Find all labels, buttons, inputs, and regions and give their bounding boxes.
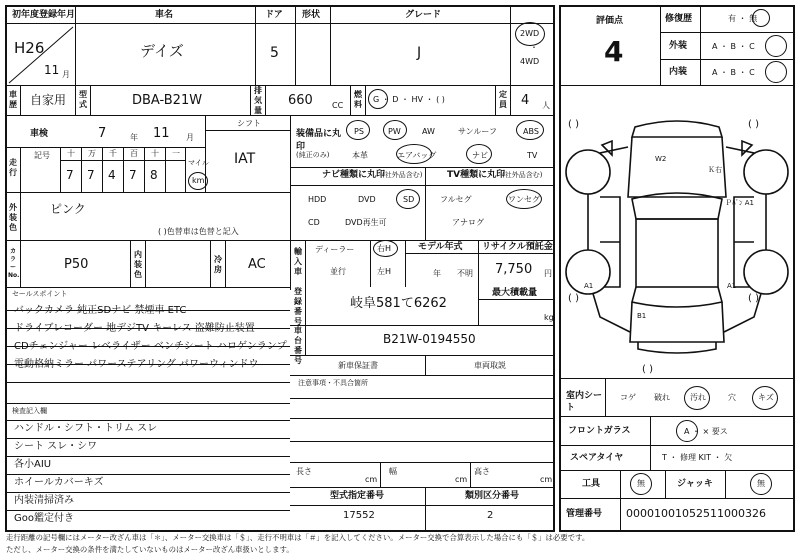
equipment-item: ABS — [523, 127, 539, 136]
equipment-item: 本革 — [352, 151, 368, 160]
import-parallel: 並行 — [330, 267, 346, 276]
equipment-item: エアバッグ — [397, 151, 437, 160]
category-value: 2 — [487, 510, 494, 521]
category-label: 類別区分番号 — [465, 491, 520, 501]
model-year-unit: 年 — [433, 269, 441, 278]
rating-value: 4 — [604, 35, 624, 68]
car-diagram — [560, 87, 794, 377]
chassis-label: 車台番号 — [294, 326, 302, 365]
import-right: 右H — [377, 244, 392, 253]
inspector-line: シート スレ・シワ — [14, 441, 98, 452]
inspection-month: 11 — [153, 126, 170, 141]
inspection-year-unit: 年 — [130, 133, 138, 142]
interior-options: A ・ B ・ C — [712, 68, 755, 77]
exterior-c-circle — [765, 35, 787, 57]
displacement-value: 660 — [288, 93, 313, 108]
roof-label: 室内シート — [566, 391, 603, 413]
mileage-digit: 7 — [87, 168, 95, 182]
equipment-item: ナビ — [472, 151, 488, 160]
fuel-label: 燃料 — [354, 90, 362, 109]
tv-item: アナログ — [452, 218, 484, 227]
fuel-options: G ・ D ・ HV ・ ( ) — [373, 95, 445, 104]
recycle-label: リサイクル預託金 — [482, 242, 553, 252]
length-label: 長さ — [296, 467, 312, 476]
mileage-digit-label: 十 — [151, 149, 159, 158]
diagram-bracket: ( ) — [568, 293, 579, 304]
mileage-mark-label: 記号 — [34, 151, 50, 160]
pw-circle — [383, 120, 407, 140]
sd-circle — [396, 189, 420, 209]
recycle-unit: 円 — [544, 269, 552, 278]
height-label: 高さ — [474, 467, 490, 476]
displacement-unit: CC — [332, 101, 344, 110]
inspector-line: ハンドル・シフト・トリム スレ — [14, 423, 158, 434]
sales-points-label: セールスポイント — [12, 290, 68, 298]
mileage-digit: 4 — [108, 168, 116, 182]
seat-option: キズ — [758, 393, 774, 402]
tv-item: フルセグ — [440, 195, 472, 204]
import-left: 左H — [377, 267, 392, 276]
damage-mark: B1 — [637, 312, 647, 320]
color-no-value: P50 — [64, 257, 89, 272]
drive-2wd: 2WD — [520, 29, 540, 38]
manual: 車両取説 — [474, 361, 506, 370]
inspector-label: 検査記入欄 — [12, 407, 47, 415]
damage-mark: A1 — [584, 282, 594, 290]
first-reg-month-unit: 月 — [62, 70, 70, 79]
tools-value: 無 — [637, 479, 645, 488]
height-unit: cm — [540, 475, 553, 484]
spare-label: スペアタイヤ — [570, 453, 624, 463]
mileage-digit-label: 百 — [130, 149, 138, 158]
model-value: DBA-B21W — [132, 93, 203, 108]
diagram-bracket: ( ) — [748, 119, 759, 130]
interior-c-circle — [765, 61, 787, 83]
type-designation-label: 型式指定番号 — [330, 491, 385, 501]
capacity-value: 4 — [521, 93, 530, 108]
stain-circle — [684, 386, 710, 410]
seat-option: 穴 — [728, 393, 736, 402]
km-label: km — [192, 176, 205, 185]
seat-option: 汚れ — [690, 393, 706, 402]
inspection-year: 7 — [98, 126, 107, 141]
inspector-line: ホイールカバーキズ — [14, 477, 104, 488]
door-value: 5 — [270, 45, 279, 61]
vehicle-type-label: 車歴 — [9, 90, 17, 109]
inspector-line: Goo鑑定付き — [14, 513, 74, 524]
scratch-circle — [752, 386, 778, 410]
ac-value: AC — [248, 257, 266, 272]
seat-option: 破れ — [654, 393, 670, 402]
equipment-label: 装備品に丸印 — [296, 129, 342, 152]
equipment-item: PW — [388, 127, 401, 136]
color-note: ( )色替車は色替と記入 — [158, 227, 239, 236]
tools-label: 工具 — [582, 479, 601, 489]
capacity-label: 定員 — [499, 90, 507, 109]
navi-label: ナビ種類に丸印 — [322, 170, 386, 180]
navi-item: HDD — [308, 195, 327, 204]
spare-options: T ・ 修理 KIT ・ 欠 — [662, 453, 733, 462]
inspection-month-unit: 月 — [186, 133, 194, 142]
windshield-label: フロントガラス — [568, 426, 631, 436]
registration-label: 登録番号 — [294, 287, 302, 326]
max-load-label: 最大積載量 — [492, 288, 538, 298]
door-label: ドア — [265, 10, 283, 20]
import-label: 輸入車 — [294, 247, 302, 276]
navi-item: CD — [308, 218, 320, 227]
damage-mark: Ｋ右 — [708, 166, 722, 174]
mgmt-value: 00001001052511000326 — [626, 507, 766, 520]
inspector-line: 内装清掃済み — [14, 495, 74, 506]
windshield-options: A ・ × 要ス — [684, 427, 728, 436]
mileage-label: 走行 — [9, 158, 17, 177]
mileage-digit: 7 — [66, 168, 74, 182]
shift-label: シフト — [237, 119, 261, 128]
damage-mark: Ｐﾊﾞﾝ A1 — [725, 199, 754, 207]
ac-label: 冷房 — [214, 255, 222, 274]
mileage-digit: 7 — [129, 168, 137, 182]
footer-line-2: ただし、メーター交換の条件を満たしていないものはメーター改ざん車扱いとします。 — [6, 545, 294, 554]
first-reg-era: H26 — [14, 39, 45, 57]
diagram-bracket: ( ) — [642, 364, 653, 375]
notes-label: 注意事項・不具合箇所 — [298, 379, 368, 387]
abs-circle — [516, 120, 544, 140]
navi-label-sub: (社外品含む) — [382, 171, 423, 179]
sales-point-line: ドライブレコーダー 地デジTV キーレス 盗難防止装置 — [14, 323, 255, 334]
width-label: 幅 — [389, 467, 397, 476]
navi-circle — [466, 144, 492, 164]
navi-item: DVD — [358, 195, 376, 204]
jack-value: 無 — [757, 479, 765, 488]
drive-dot: ・ — [530, 43, 538, 52]
repair-options: 有 ・ 無 — [728, 14, 758, 23]
inspection-label: 車検 — [30, 129, 49, 139]
navi-item: DVD再生可 — [345, 218, 387, 227]
chassis-value: B21W-0194550 — [383, 332, 476, 346]
inspector-line: 各小AⅠU — [14, 459, 52, 470]
first-reg-month: 11 — [44, 63, 60, 77]
tv-label: TV種類に丸印 — [447, 170, 506, 180]
seat-option: コゲ — [620, 393, 636, 402]
color-label: 外装色 — [9, 203, 17, 232]
grade-value: J — [417, 45, 422, 61]
equipment-item: PS — [354, 127, 364, 136]
registration-value: 岐阜581て6262 — [350, 296, 447, 311]
length-unit: cm — [365, 475, 378, 484]
drive-4wd: 4WD — [520, 57, 540, 66]
grade-label: グレード — [405, 10, 442, 20]
damage-mark: A1 — [727, 282, 737, 290]
diagram-bracket: ( ) — [748, 293, 759, 304]
mileage-digit-label: 万 — [88, 149, 96, 158]
repair-none-circle — [752, 9, 770, 27]
interior-label: 内装 — [669, 67, 688, 77]
capacity-unit: 人 — [542, 101, 550, 110]
name-label: 車名 — [155, 10, 174, 20]
airbag-circle — [396, 144, 432, 164]
shift-value: IAT — [234, 151, 256, 167]
footer-line-1: 走行距離の記号欄にはメーター改ざん車は「＊」、メーター交換車は「＄」、走行不明車は「＃」を記入してください。メーター交換で合算表示した場合にも「＄」は必要です。 — [6, 533, 590, 542]
displacement-label: 排気量 — [254, 86, 262, 115]
sales-point-line: 電動格納ミラー パワーステアリング パワーウィンドウ — [14, 359, 259, 370]
diagram-bracket: ( ) — [568, 119, 579, 130]
new-car-warranty: 新車保証書 — [338, 361, 378, 370]
sales-point-line: CDチェンジャー レベライザー ベンチシート ハロゲンランプ — [14, 341, 287, 352]
equipment-item: AW — [422, 127, 435, 136]
max-load-unit: kg — [544, 313, 554, 322]
mileage-digit-label: 千 — [109, 149, 117, 158]
mileage-digit-label: 一 — [172, 149, 180, 158]
exterior-label: 外装 — [669, 41, 688, 51]
equipment-item: サンルーフ — [458, 127, 497, 136]
first-reg-label: 初年度登録年月 — [12, 10, 76, 20]
tv-item: ワンセグ — [508, 195, 540, 204]
equipment-label-sub: (純正のみ) — [296, 151, 330, 159]
damage-mark: W2 — [655, 155, 667, 163]
mgmt-label: 管理番号 — [566, 509, 603, 519]
navi-item: SD — [403, 195, 415, 204]
name-value: デイズ — [140, 42, 184, 60]
shape-label: 形状 — [302, 10, 321, 20]
model-year-value: 不明 — [457, 269, 473, 278]
color-no-label: カラーNo. — [8, 248, 20, 279]
color-value: ピンク — [50, 202, 86, 216]
mileage-digit: 8 — [150, 168, 158, 182]
recycle-value: 7,750 — [495, 262, 533, 277]
equipment-item: TV — [527, 151, 538, 160]
model-year-label: モデル年式 — [418, 242, 463, 252]
type-designation-value: 17552 — [343, 510, 375, 521]
vehicle-type-value: 自家用 — [30, 93, 67, 107]
import-dealer: ディーラー — [315, 245, 355, 254]
interior-color-label: 内装色 — [134, 250, 142, 279]
mileage-digit-label: 十 — [67, 149, 75, 158]
one-seg-circle — [506, 189, 542, 209]
mile-label: マイル — [188, 159, 209, 167]
ps-circle — [346, 120, 370, 140]
jack-label: ジャッキ — [677, 479, 713, 489]
width-unit: cm — [455, 475, 468, 484]
tv-label-sub: (社外品含む) — [502, 171, 543, 179]
model-label: 型式 — [79, 90, 87, 109]
sales-point-line: バックカメラ 純正SDナビ 禁煙車 ETC — [14, 305, 187, 316]
rating-label: 評価点 — [596, 16, 624, 26]
repair-label: 修復歴 — [665, 14, 693, 24]
exterior-options: A ・ B ・ C — [712, 42, 755, 51]
